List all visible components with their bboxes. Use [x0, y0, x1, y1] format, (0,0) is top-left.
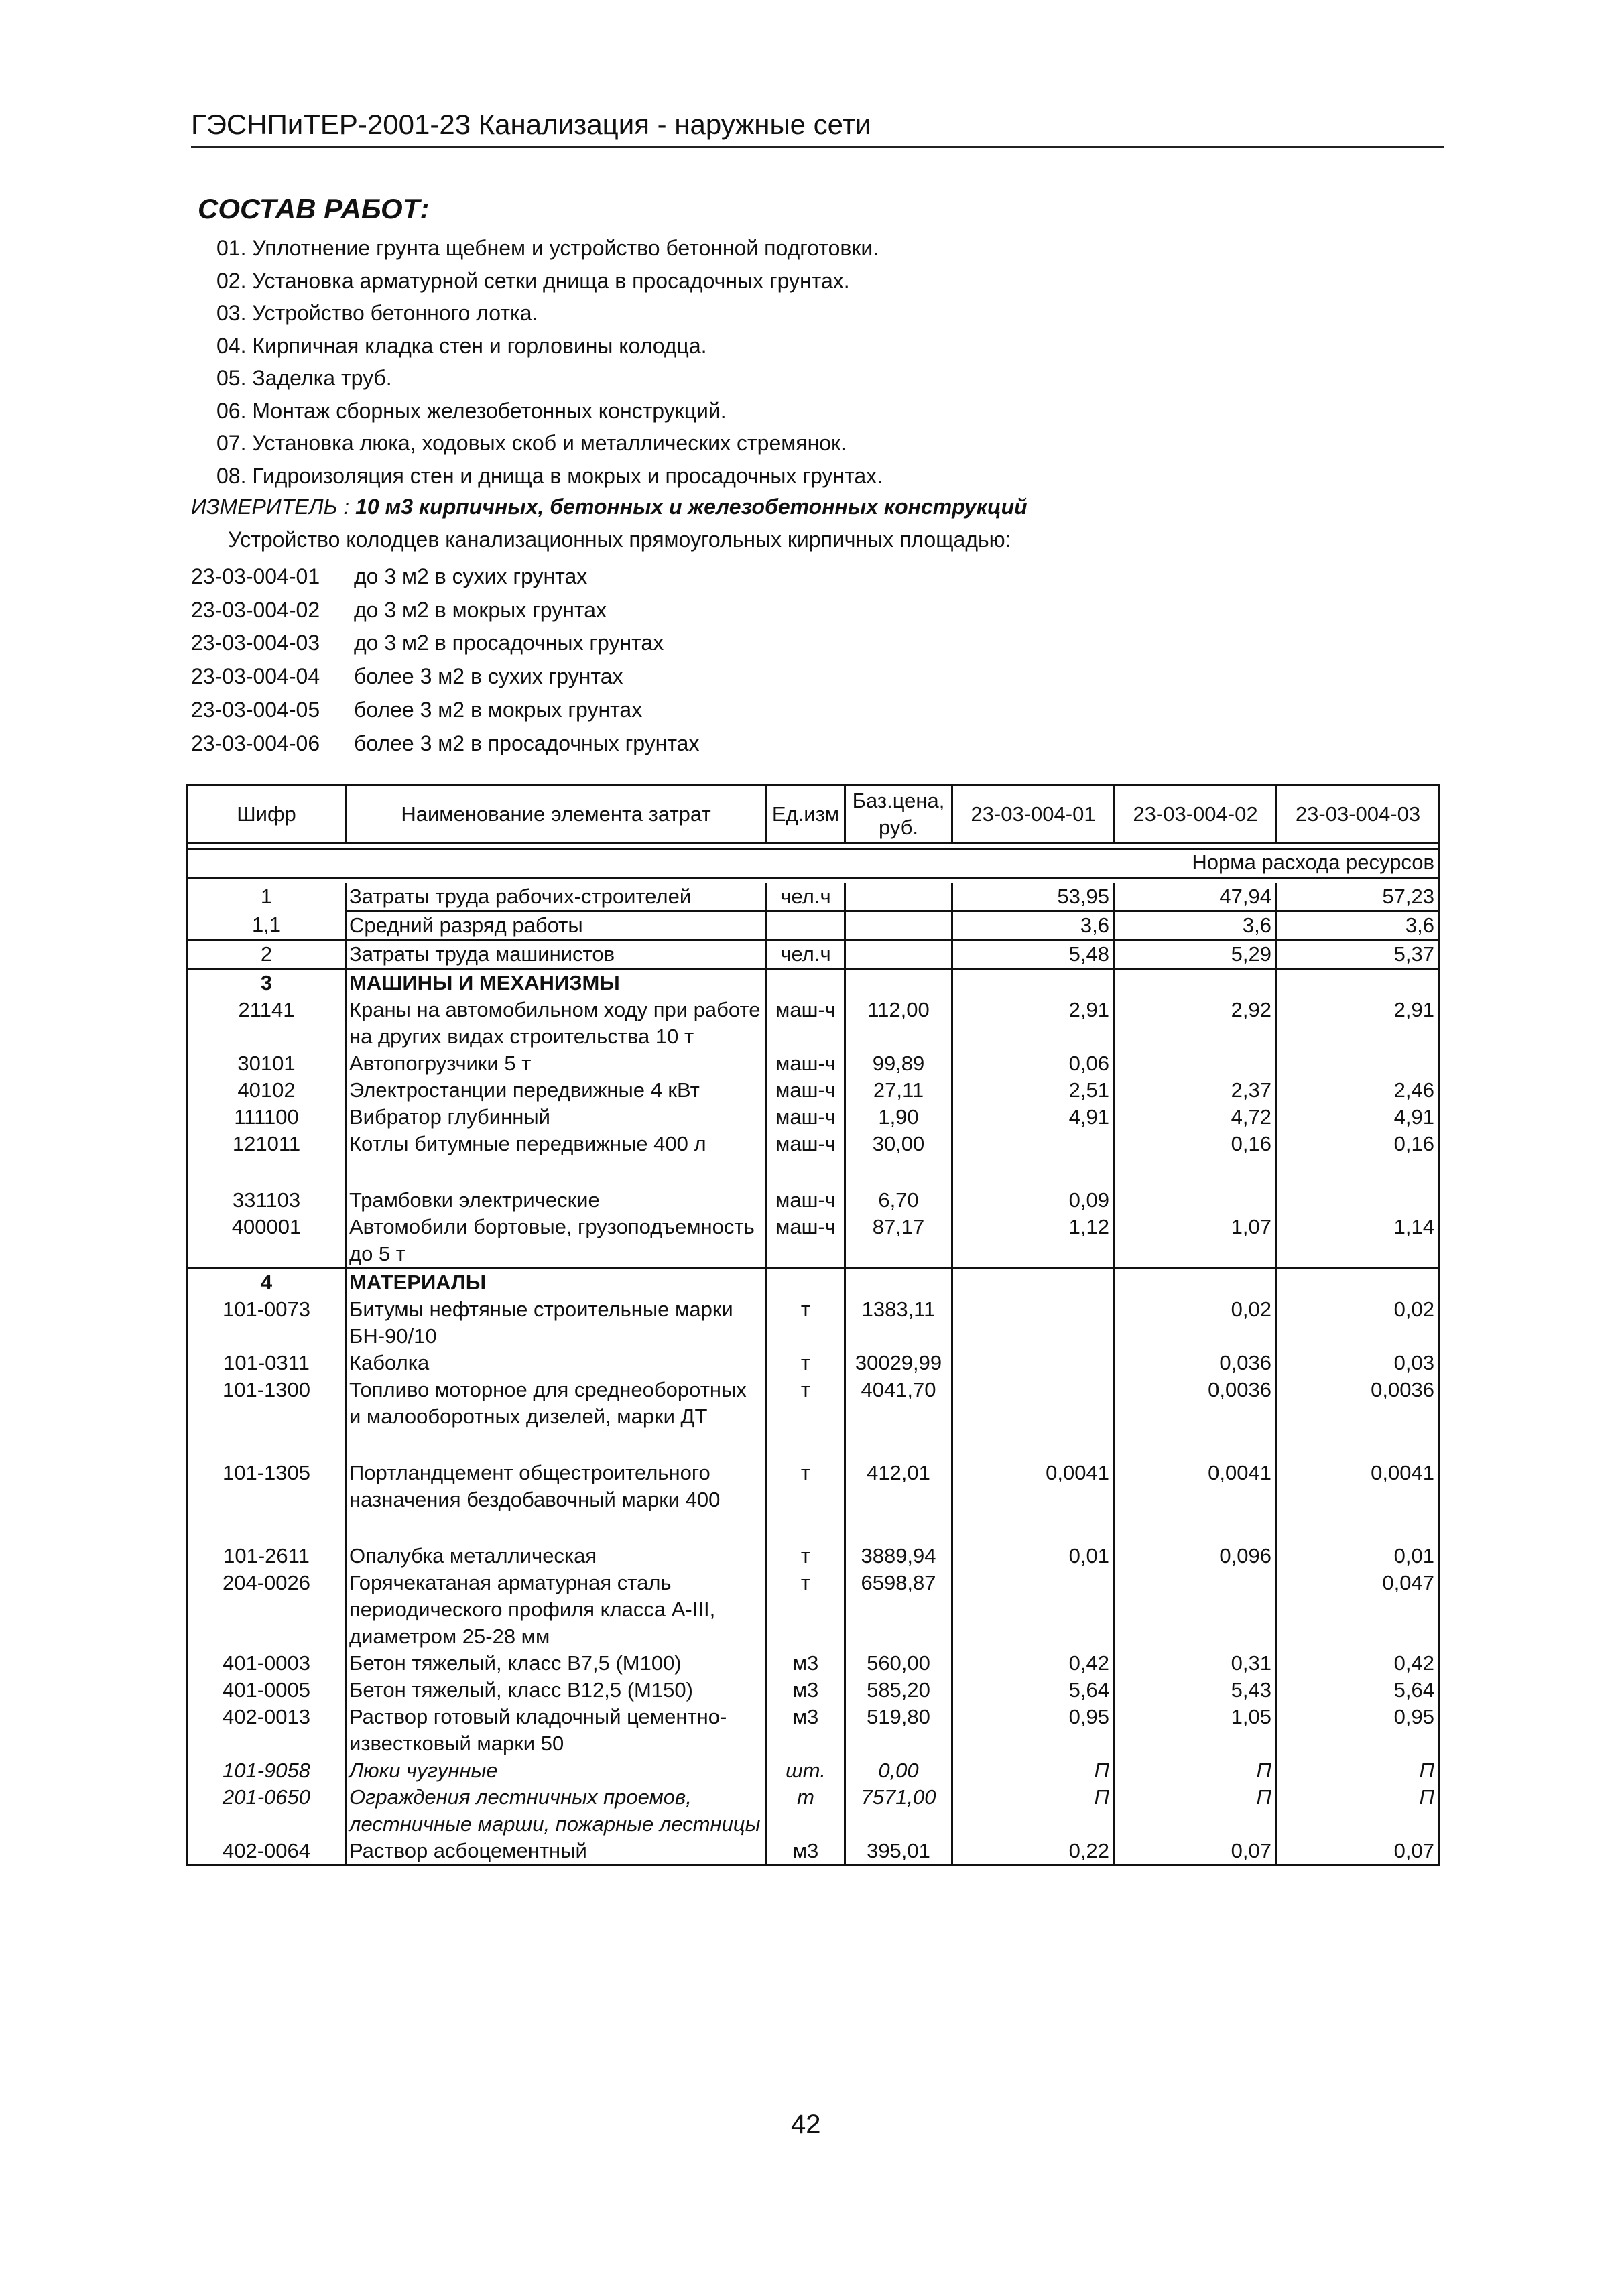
- row-value-2: 47,94: [1115, 883, 1277, 911]
- code-number: 23-03-004-01: [191, 564, 320, 588]
- row-code: 101-0311: [188, 1350, 346, 1377]
- code-description: до 3 м2 в мокрых грунтах: [354, 597, 607, 622]
- row-value-2: 0,0036: [1115, 1377, 1277, 1460]
- code-description: более 3 м2 в просадочных грунтах: [354, 730, 700, 755]
- row-value-1: 4,91: [952, 1104, 1115, 1131]
- row-unit: маш-ч: [767, 1104, 845, 1131]
- composition-item: 02. Установка арматурной сетки днища в просадочных грунтах.: [216, 268, 850, 293]
- table-row: [188, 1077, 1440, 1104]
- code-description: до 3 м2 в сухих грунтах: [354, 564, 588, 588]
- row-name: Раствор асбоцементный: [346, 1838, 767, 1866]
- row-value-1: 0,01: [952, 1543, 1115, 1570]
- table-row: [188, 1214, 1440, 1269]
- row-name: Портландцемент общестроительного назначения бездобавочный марки 400: [346, 1460, 767, 1543]
- row-value-1: 0,09: [952, 1187, 1115, 1214]
- row-name: Бетон тяжелый, класс В7,5 (М100): [346, 1650, 767, 1677]
- row-code: 21141: [188, 997, 346, 1050]
- row-code: 204-0026: [188, 1570, 346, 1650]
- row-name: Затраты труда рабочих-строителей: [346, 883, 767, 911]
- header-col-1: 23-03-004-01: [952, 785, 1115, 844]
- row-name: Автомобили бортовые, грузоподъемность до 5 т: [346, 1214, 767, 1269]
- row-unit: маш-ч: [767, 997, 845, 1050]
- row-value-1: 0,0041: [952, 1460, 1115, 1543]
- header-unit: Ед.изм: [767, 785, 845, 844]
- row-code: 400001: [188, 1214, 346, 1269]
- row-value-3: 4,91: [1277, 1104, 1440, 1131]
- row-value-1: 3,6: [952, 911, 1115, 940]
- code-number: 23-03-004-05: [191, 697, 320, 722]
- row-code: 402-0064: [188, 1838, 346, 1866]
- row-value-1: 1,12: [952, 1214, 1115, 1269]
- row-value-3: 0,07: [1277, 1838, 1440, 1866]
- row-code: 111100: [188, 1104, 346, 1131]
- row-code: 3: [188, 969, 346, 997]
- table-row: [188, 1296, 1440, 1350]
- row-name: МАШИНЫ И МЕХАНИЗМЫ: [346, 969, 767, 997]
- row-name: Люки чугунные: [346, 1757, 767, 1784]
- row-name: Ограждения лестничных проемов, лестничные марши, пожарные лестницы: [346, 1784, 767, 1838]
- composition-item: 04. Кирпичная кладка стен и горловины колодца.: [216, 333, 707, 358]
- row-price: 112,00: [845, 997, 952, 1050]
- table-row: [188, 1757, 1440, 1784]
- row-value-2: 0,02: [1115, 1296, 1277, 1350]
- row-price: [845, 969, 952, 997]
- row-code: 101-0073: [188, 1296, 346, 1350]
- row-unit: т: [767, 1350, 845, 1377]
- table-row: [188, 1838, 1440, 1866]
- row-value-1: [952, 1377, 1115, 1460]
- row-value-2: 3,6: [1115, 911, 1277, 940]
- row-name: Топливо моторное для среднеоборотных и малооборотных дизелей, марки ДТ: [346, 1377, 767, 1460]
- row-value-3: 1,14: [1277, 1214, 1440, 1269]
- header-col-3: 23-03-004-03: [1277, 785, 1440, 844]
- row-value-1: 2,91: [952, 997, 1115, 1050]
- row-value-3: 57,23: [1277, 883, 1440, 911]
- row-price: 30,00: [845, 1131, 952, 1187]
- row-value-2: [1115, 969, 1277, 997]
- meter-line: [191, 495, 1027, 519]
- row-price: 4041,70: [845, 1377, 952, 1460]
- row-value-2: [1115, 1187, 1277, 1214]
- row-price: 87,17: [845, 1214, 952, 1269]
- row-code: 2: [188, 940, 346, 969]
- row-name: Котлы битумные передвижные 400 л: [346, 1131, 767, 1187]
- table-row: [188, 1677, 1440, 1704]
- code-number: 23-03-004-03: [191, 631, 320, 655]
- row-value-3: 0,03: [1277, 1350, 1440, 1377]
- row-value-2: [1115, 1269, 1277, 1297]
- row-unit: т: [767, 1377, 845, 1460]
- row-value-3: [1277, 1269, 1440, 1297]
- row-value-2: 5,29: [1115, 940, 1277, 969]
- row-code: 30101: [188, 1050, 346, 1077]
- row-price: 99,89: [845, 1050, 952, 1077]
- row-value-1: 0,22: [952, 1838, 1115, 1866]
- row-price: 519,80: [845, 1704, 952, 1757]
- code-number: 23-03-004-04: [191, 664, 320, 689]
- row-value-3: 2,46: [1277, 1077, 1440, 1104]
- row-value-1: 5,64: [952, 1677, 1115, 1704]
- row-code: 121011: [188, 1131, 346, 1187]
- row-unit: т: [767, 1543, 845, 1570]
- code-description: более 3 м2 в мокрых грунтах: [354, 697, 643, 722]
- row-unit: чел.ч: [767, 940, 845, 969]
- row-name: Краны на автомобильном ходу при работе на других видах строительства 10 т: [346, 997, 767, 1050]
- table-row: [188, 1350, 1440, 1377]
- row-value-1: П: [952, 1784, 1115, 1838]
- row-unit: маш-ч: [767, 1131, 845, 1187]
- row-value-2: 0,0041: [1115, 1460, 1277, 1543]
- page-number: 42: [791, 2110, 821, 2139]
- row-value-3: 0,02: [1277, 1296, 1440, 1350]
- row-code: 101-2611: [188, 1543, 346, 1570]
- row-unit: [767, 1269, 845, 1297]
- table-row: [188, 1543, 1440, 1570]
- row-code: 402-0013: [188, 1704, 346, 1757]
- row-name: Опалубка металлическая: [346, 1543, 767, 1570]
- row-unit: [767, 911, 845, 940]
- row-code: 40102: [188, 1077, 346, 1104]
- row-value-2: 0,036: [1115, 1350, 1277, 1377]
- row-price: 585,20: [845, 1677, 952, 1704]
- code-description: до 3 м2 в просадочных грунтах: [354, 631, 664, 655]
- row-value-3: П: [1277, 1757, 1440, 1784]
- row-price: [845, 883, 952, 911]
- row-name: Затраты труда машинистов: [346, 940, 767, 969]
- row-value-2: 0,31: [1115, 1650, 1277, 1677]
- header-col-2: 23-03-004-02: [1115, 785, 1277, 844]
- row-value-2: П: [1115, 1784, 1277, 1838]
- table-row: [188, 1131, 1440, 1187]
- resource-table: [186, 784, 1440, 1866]
- row-value-3: 0,01: [1277, 1543, 1440, 1570]
- row-unit: шт.: [767, 1757, 845, 1784]
- composition-item: 03. Устройство бетонного лотка.: [216, 301, 538, 325]
- header-name: Наименование элемента затрат: [346, 785, 767, 844]
- row-value-1: 53,95: [952, 883, 1115, 911]
- row-code: 331103: [188, 1187, 346, 1214]
- table-body: [188, 883, 1440, 1866]
- code-row: [191, 660, 699, 694]
- row-value-3: [1277, 969, 1440, 997]
- row-value-3: [1277, 1187, 1440, 1214]
- table-row: [188, 1104, 1440, 1131]
- row-name: Трамбовки электрические: [346, 1187, 767, 1214]
- row-value-3: 0,42: [1277, 1650, 1440, 1677]
- table-row: [188, 1704, 1440, 1757]
- row-unit: маш-ч: [767, 1187, 845, 1214]
- row-unit: маш-ч: [767, 1214, 845, 1269]
- row-code: 1,1: [188, 911, 346, 940]
- row-name: Битумы нефтяные строительные марки БН-90/10: [346, 1296, 767, 1350]
- composition-item: 01. Уплотнение грунта щебнем и устройство бетонной подготовки.: [216, 236, 879, 260]
- row-value-3: 5,64: [1277, 1677, 1440, 1704]
- row-unit: м3: [767, 1650, 845, 1677]
- row-code: 1: [188, 883, 346, 911]
- row-value-3: 0,16: [1277, 1131, 1440, 1187]
- row-name: Горячекатаная арматурная сталь периодического профиля класса А-III, диаметром 25-28 мм: [346, 1570, 767, 1650]
- table-row: [188, 997, 1440, 1050]
- header-code: Шифр: [188, 785, 346, 844]
- row-value-1: [952, 969, 1115, 997]
- row-unit: м3: [767, 1704, 845, 1757]
- row-value-3: 5,37: [1277, 940, 1440, 969]
- code-number: 23-03-004-02: [191, 597, 320, 622]
- row-value-2: [1115, 1570, 1277, 1650]
- code-number: 23-03-004-06: [191, 730, 320, 755]
- composition-list: [216, 232, 883, 492]
- row-value-3: П: [1277, 1784, 1440, 1838]
- composition-item: 05. Заделка труб.: [216, 366, 392, 390]
- table-row: [188, 1269, 1440, 1297]
- row-value-1: 0,95: [952, 1704, 1115, 1757]
- code-row: [191, 594, 699, 627]
- composition-item: 07. Установка люка, ходовых скоб и металлических стремянок.: [216, 431, 847, 455]
- row-value-1: 0,06: [952, 1050, 1115, 1077]
- row-value-3: 0,047: [1277, 1570, 1440, 1650]
- table-row: [188, 1460, 1440, 1543]
- code-description: более 3 м2 в сухих грунтах: [354, 664, 623, 689]
- table-row: [188, 1650, 1440, 1677]
- row-unit: т: [767, 1784, 845, 1838]
- row-value-1: П: [952, 1757, 1115, 1784]
- composition-title: СОСТАВ РАБОТ:: [198, 193, 430, 225]
- row-name: Автопогрузчики 5 т: [346, 1050, 767, 1077]
- row-value-1: 5,48: [952, 940, 1115, 969]
- table-row: [188, 940, 1440, 969]
- row-price: [845, 911, 952, 940]
- code-row: [191, 694, 699, 727]
- row-value-3: [1277, 1050, 1440, 1077]
- row-value-1: [952, 1350, 1115, 1377]
- row-value-2: 1,07: [1115, 1214, 1277, 1269]
- row-value-1: [952, 1131, 1115, 1187]
- row-value-2: 0,096: [1115, 1543, 1277, 1570]
- row-price: 0,00: [845, 1757, 952, 1784]
- row-value-1: [952, 1570, 1115, 1650]
- row-value-3: 0,95: [1277, 1704, 1440, 1757]
- row-price: 3889,94: [845, 1543, 952, 1570]
- row-unit: маш-ч: [767, 1050, 845, 1077]
- composition-item: 06. Монтаж сборных железобетонных конструкций.: [216, 398, 727, 423]
- row-name: Бетон тяжелый, класс В12,5 (М150): [346, 1677, 767, 1704]
- row-price: [845, 940, 952, 969]
- row-value-1: 2,51: [952, 1077, 1115, 1104]
- table-row: [188, 969, 1440, 997]
- row-value-3: 0,0036: [1277, 1377, 1440, 1460]
- row-name: Электростанции передвижные 4 кВт: [346, 1077, 767, 1104]
- row-price: 6598,87: [845, 1570, 952, 1650]
- intro-text: Устройство колодцев канализационных прямоугольных кирпичных площадью:: [228, 527, 1011, 552]
- row-name: Каболка: [346, 1350, 767, 1377]
- table-row: [188, 1784, 1440, 1838]
- row-value-1: 0,42: [952, 1650, 1115, 1677]
- row-price: 1,90: [845, 1104, 952, 1131]
- row-value-1: [952, 1296, 1115, 1350]
- row-value-3: 0,0041: [1277, 1460, 1440, 1543]
- row-price: 7571,00: [845, 1784, 952, 1838]
- row-unit: т: [767, 1570, 845, 1650]
- row-name: Средний разряд работы: [346, 911, 767, 940]
- row-code: 401-0005: [188, 1677, 346, 1704]
- table-row: [188, 883, 1440, 911]
- row-code: 101-1300: [188, 1377, 346, 1460]
- code-row: [191, 727, 699, 761]
- row-value-2: 0,07: [1115, 1838, 1277, 1866]
- row-price: 412,01: [845, 1460, 952, 1543]
- row-value-2: 4,72: [1115, 1104, 1277, 1131]
- code-row: [191, 627, 699, 660]
- table-row: [188, 911, 1440, 940]
- row-value-2: 2,92: [1115, 997, 1277, 1050]
- row-name: Раствор готовый кладочный цементно-известковый марки 50: [346, 1704, 767, 1757]
- row-value-2: 2,37: [1115, 1077, 1277, 1104]
- row-price: 1383,11: [845, 1296, 952, 1350]
- row-value-2: П: [1115, 1757, 1277, 1784]
- row-code: 401-0003: [188, 1650, 346, 1677]
- composition-item: 08. Гидроизоляция стен и днища в мокрых и просадочных грунтах.: [216, 463, 883, 488]
- row-price: 395,01: [845, 1838, 952, 1866]
- row-value-2: [1115, 1050, 1277, 1077]
- row-price: [845, 1269, 952, 1297]
- code-list: [191, 560, 699, 760]
- running-header: ГЭСНПиТЕР-2001-23 Канализация - наружные сети: [191, 106, 1444, 148]
- row-code: 4: [188, 1269, 346, 1297]
- row-code: 201-0650: [188, 1784, 346, 1838]
- row-value-2: 0,16: [1115, 1131, 1277, 1187]
- row-unit: м3: [767, 1838, 845, 1866]
- meter-value: 10 м3 кирпичных, бетонных и железобетонных конструкций: [355, 495, 1027, 519]
- meter-label: ИЗМЕРИТЕЛЬ :: [191, 495, 350, 519]
- table-row: [188, 1570, 1440, 1650]
- row-code: 101-1305: [188, 1460, 346, 1543]
- row-unit: м3: [767, 1677, 845, 1704]
- row-price: 560,00: [845, 1650, 952, 1677]
- table-row: [188, 1187, 1440, 1214]
- header-price: Баз.цена, руб.: [845, 785, 952, 844]
- row-unit: чел.ч: [767, 883, 845, 911]
- row-name: МАТЕРИАЛЫ: [346, 1269, 767, 1297]
- row-unit: маш-ч: [767, 1077, 845, 1104]
- row-value-2: 5,43: [1115, 1677, 1277, 1704]
- norm-caption: Норма расхода ресурсов: [188, 850, 1440, 879]
- row-unit: т: [767, 1296, 845, 1350]
- table-row: [188, 1050, 1440, 1077]
- table-row: [188, 1377, 1440, 1460]
- row-unit: [767, 969, 845, 997]
- code-row: [191, 560, 699, 594]
- row-name: Вибратор глубинный: [346, 1104, 767, 1131]
- row-value-1: [952, 1269, 1115, 1297]
- row-price: 6,70: [845, 1187, 952, 1214]
- row-unit: т: [767, 1460, 845, 1543]
- row-price: 27,11: [845, 1077, 952, 1104]
- row-value-3: 2,91: [1277, 997, 1440, 1050]
- row-price: 30029,99: [845, 1350, 952, 1377]
- row-value-3: 3,6: [1277, 911, 1440, 940]
- row-code: 101-9058: [188, 1757, 346, 1784]
- row-value-2: 1,05: [1115, 1704, 1277, 1757]
